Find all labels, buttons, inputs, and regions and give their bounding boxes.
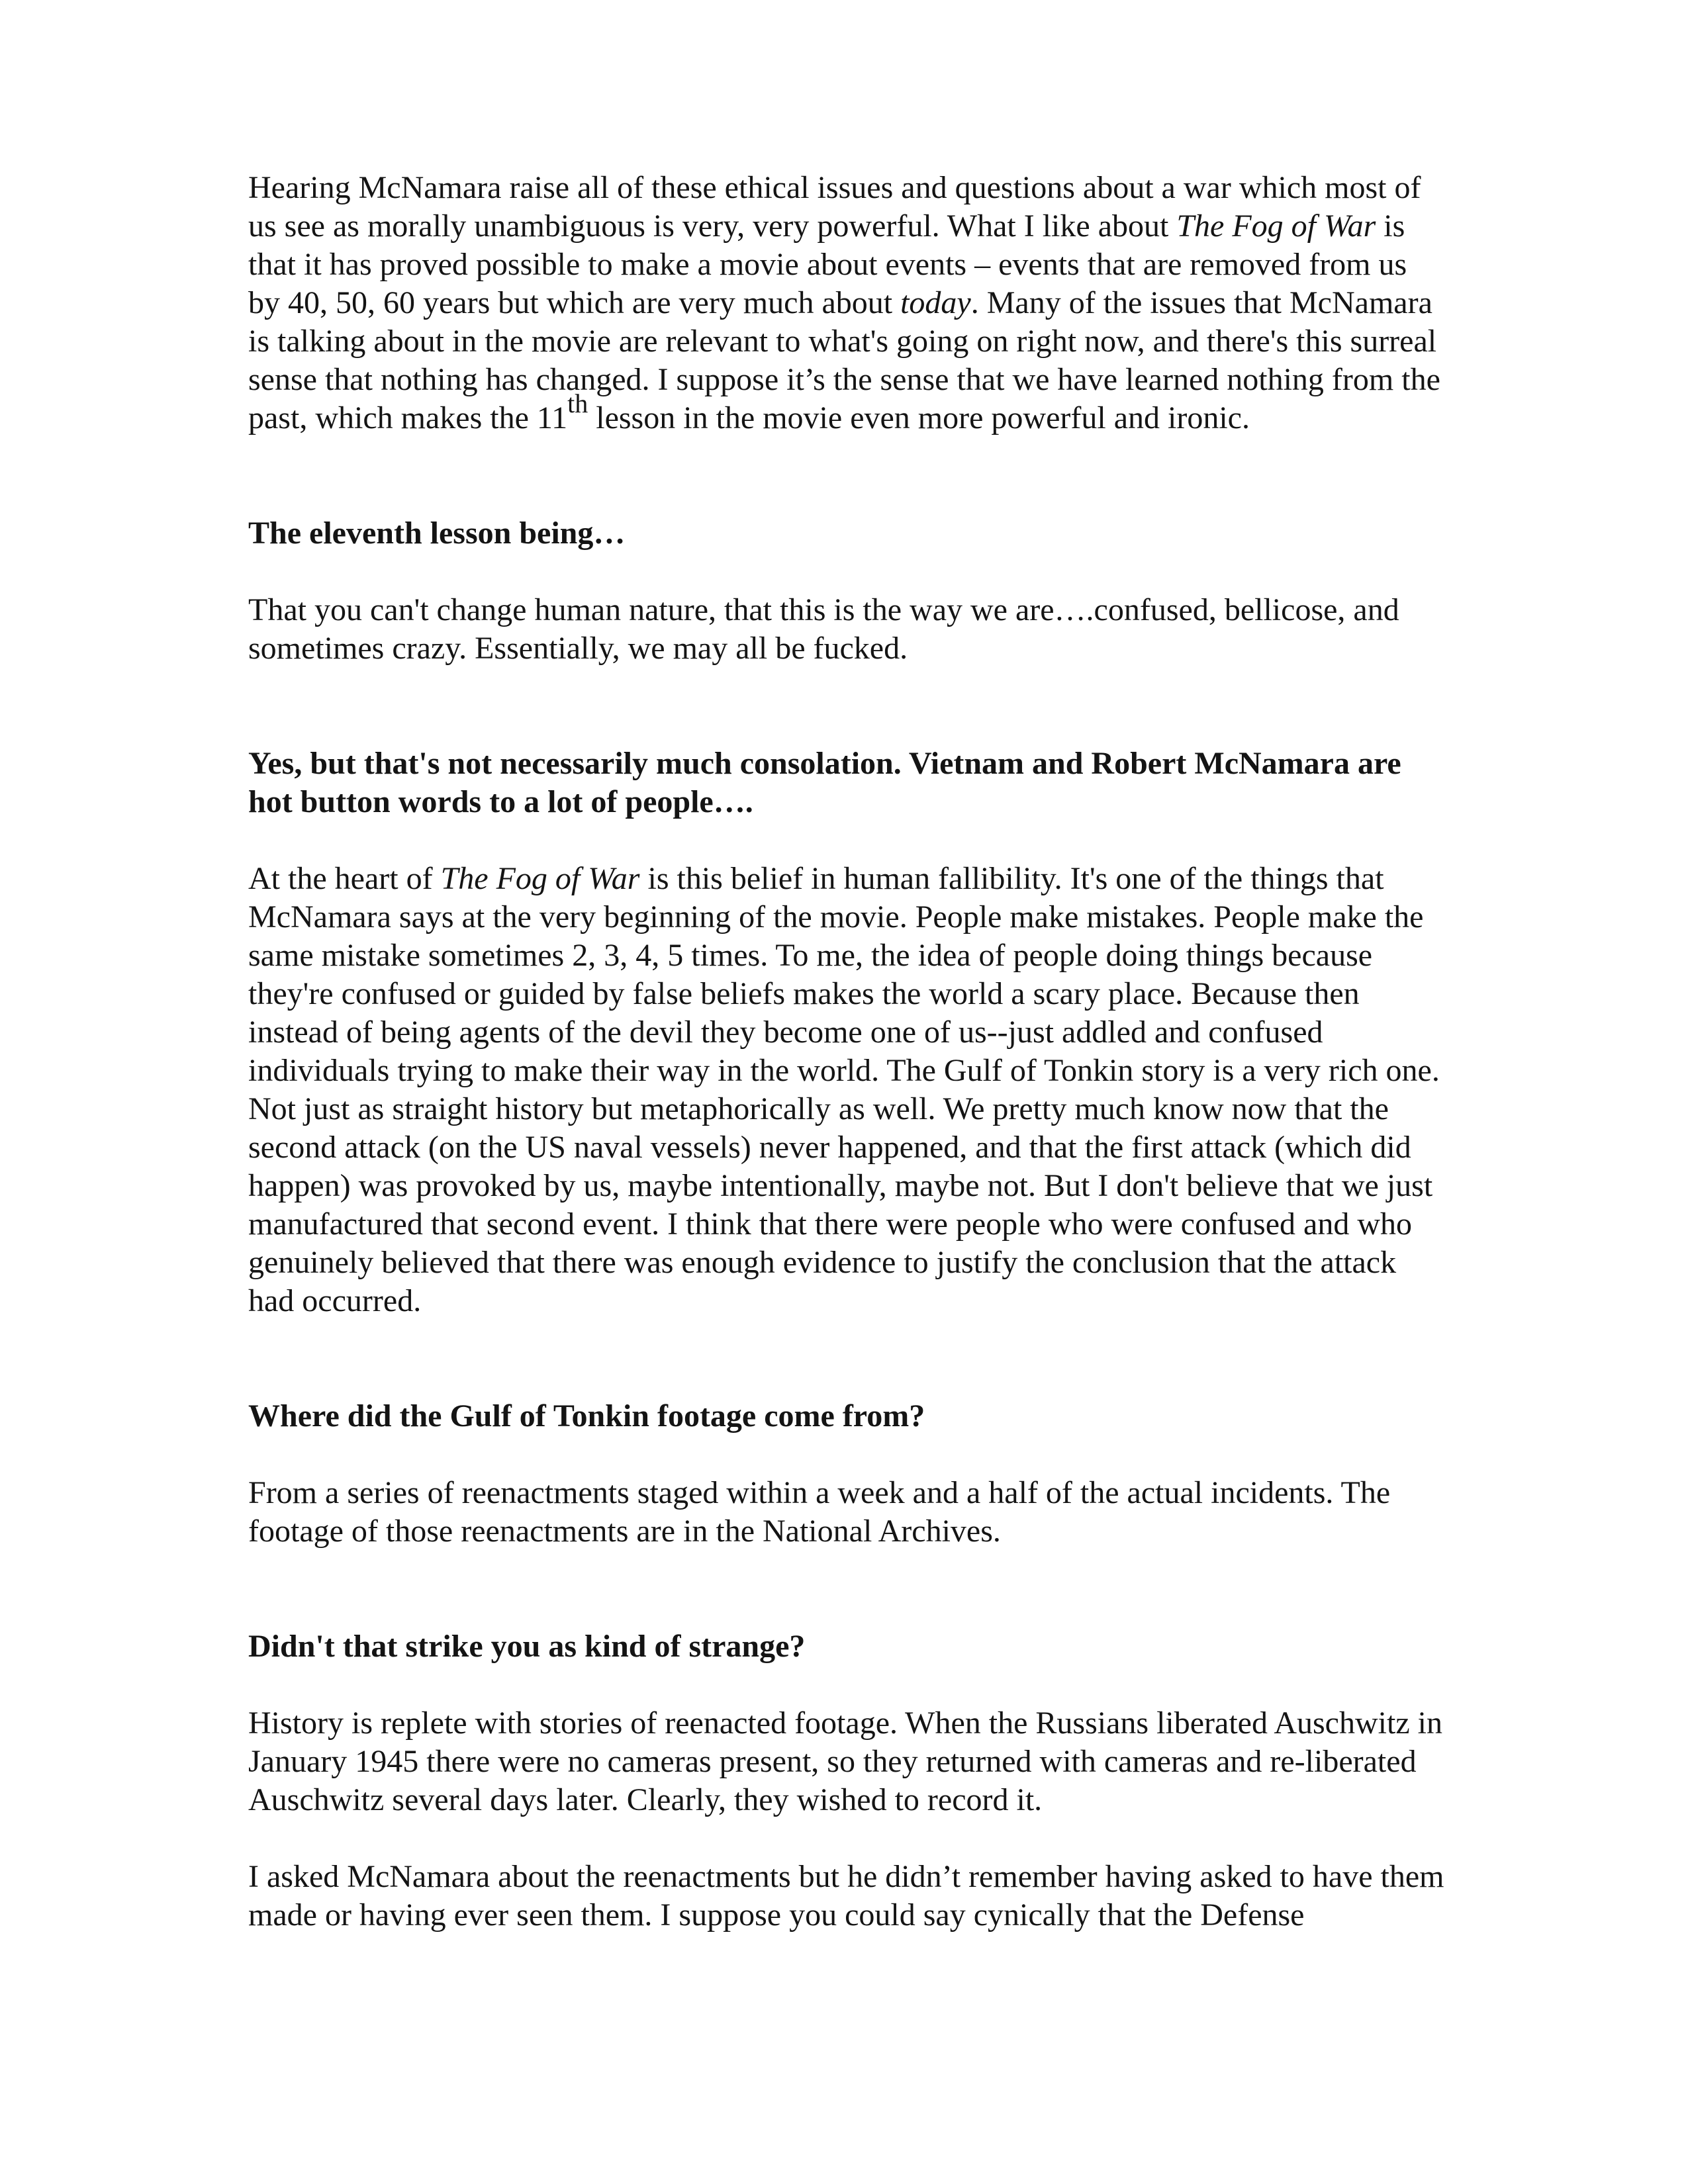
- paragraph-intro: [248, 169, 1446, 437]
- paragraph-intro-text-1: Hearing McNamara raise all of these ethical issues and questions about a war which most of us see as morally unambiguous is very, very powerful. What I like about: [248, 170, 1421, 244]
- answer-fallibility-text-1: At the heart of: [248, 861, 441, 896]
- paragraph-intro-text-4: lesson in the movie even more powerful and ironic.: [588, 400, 1250, 435]
- answer-human-nature: That you can't change human nature, that this is the way we are….confused, bellicose, and sometimes crazy. Essentially, we may all be fucked.: [248, 592, 1399, 666]
- question-eleventh-lesson: The eleventh lesson being…: [248, 516, 626, 551]
- question-strange: Didn't that strike you as kind of strange?: [248, 1629, 806, 1664]
- answer-fallibility: [248, 860, 1446, 1320]
- answer-asked-mcnamara: I asked McNamara about the reenactments but he didn’t remember having asked to have them made or having ever seen them. I suppose you could say cynically that the Defense: [248, 1859, 1444, 1933]
- film-title-italic-2: The Fog of War: [440, 861, 640, 896]
- answer-reenactments: From a series of reenactments staged within a week and a half of the actual incidents. The footage of those reenactments are in the National Archives.: [248, 1475, 1391, 1549]
- film-title-italic: The Fog of War: [1176, 208, 1376, 244]
- paragraph-intro-text-3: . Many of the issues that McNamara is talking about in the movie are relevant to what's going on right now, and there's this surreal sense that nothing has changed. I suppose it’s the sense that we have learned nothing from the past, which makes the 11: [248, 285, 1440, 435]
- ordinal-superscript: th: [567, 388, 588, 418]
- document-body: [248, 169, 1446, 1934]
- answer-history-reenacted: History is replete with stories of reenacted footage. When the Russians liberated Auschwitz in January 1945 there were no cameras present, so they returned with cameras and re-liberated Auschwitz several days later. Clearly, they wished to record it.: [248, 1706, 1442, 1817]
- answer-fallibility-text-2: is this belief in human fallibility. It's one of the things that McNamara says at the very beginning of the movie. People make mistakes. People make the same mistake sometimes 2, 3, 4, 5 times. To me, the idea of people doing things because they're confused or guided by false beliefs makes the world a scary place. Because then instead of being agents of the devil they become one of us--just addled and confused individuals trying to make their way in the world. The Gulf of Tonkin story is a very rich one. Not just as straight history but metaphorically as well. We pretty much know now that the second attack (on the US naval vessels) never happened, and that the first attack (which did happen) was provoked by us, maybe intentionally, maybe not. But I don't believe that we just manufactured that second event. I think that there were people who were confused and who genuinely believed that there was enough evidence to justify the conclusion that the attack had occurred.: [248, 861, 1440, 1318]
- today-italic: today: [900, 285, 971, 320]
- question-footage-source: Where did the Gulf of Tonkin footage come from?: [248, 1398, 925, 1433]
- paragraph-intro-text-2: is that it has proved possible to make a movie about events – events that are removed from us by 40, 50, 60 years but which are very much about: [248, 208, 1407, 320]
- question-consolation: Yes, but that's not necessarily much consolation. Vietnam and Robert McNamara are hot button words to a lot of people….: [248, 746, 1401, 819]
